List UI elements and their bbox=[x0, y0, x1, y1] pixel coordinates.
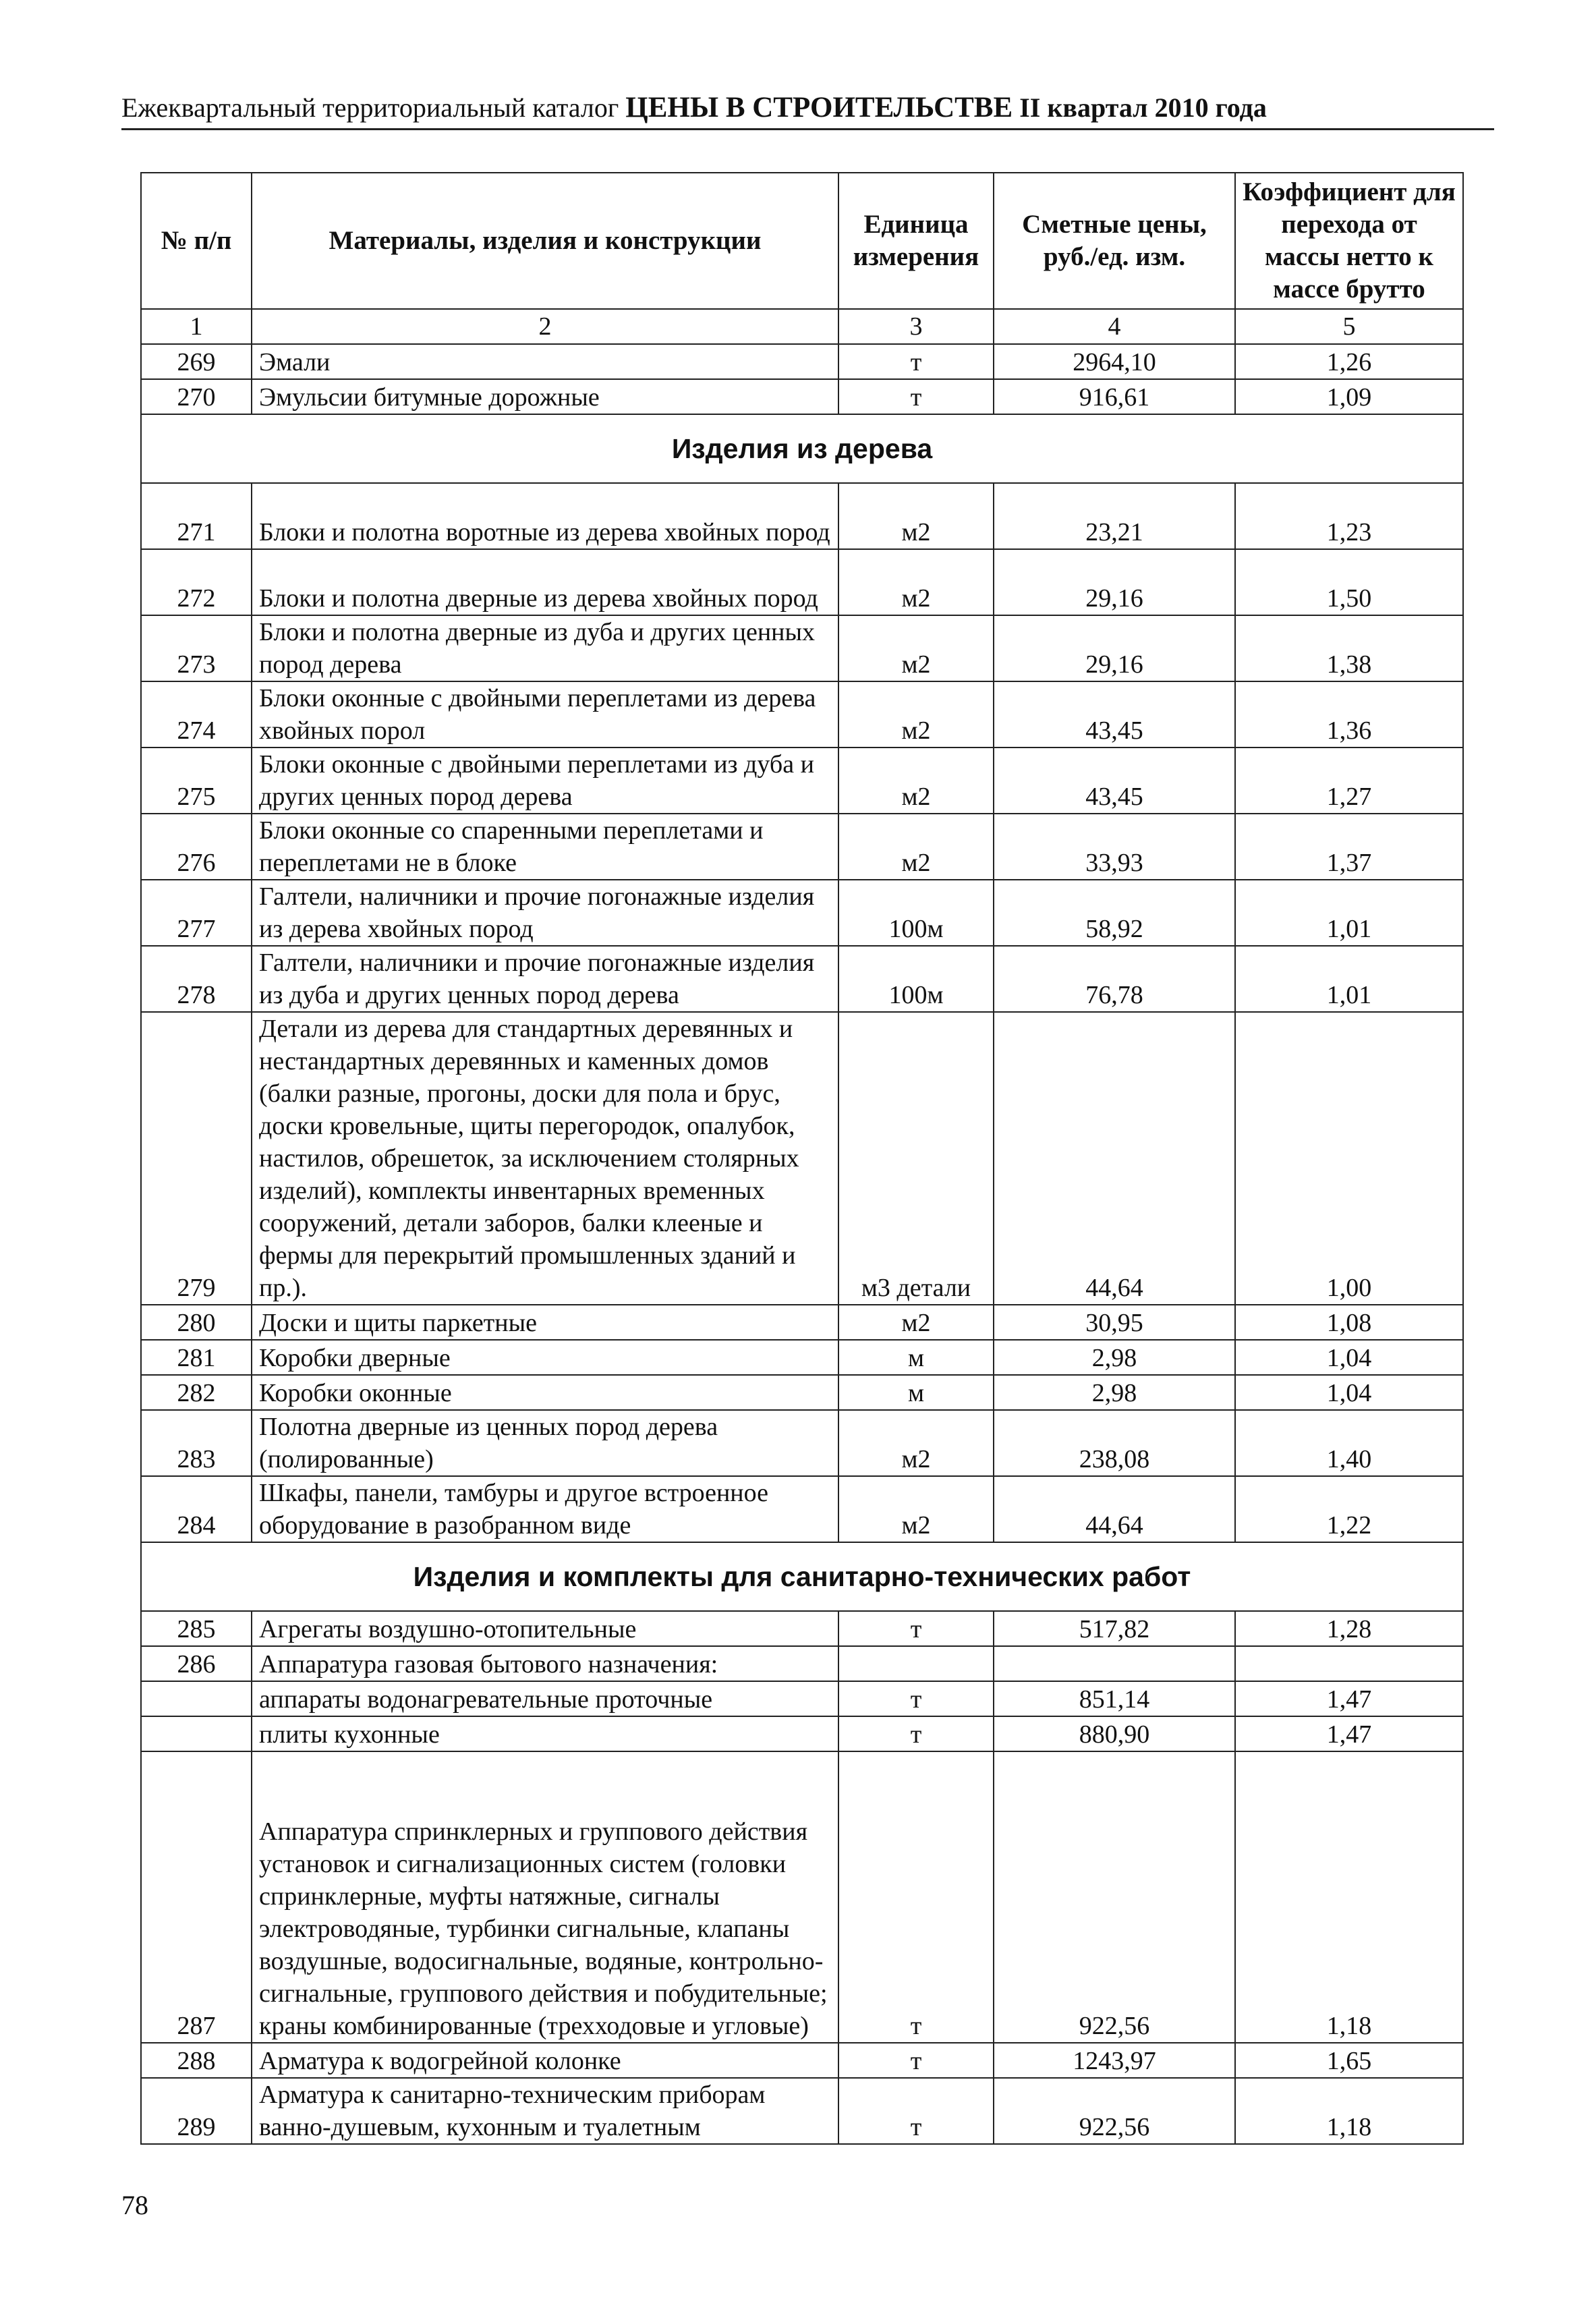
item-name: Шкафы, панели, тамбуры и другое встроенное оборудование в разобранном виде bbox=[252, 1476, 838, 1542]
section-title: Изделия и комплекты для санитарно-технических работ bbox=[141, 1542, 1463, 1611]
item-name: Аппаратура спринклерных и группового действия установок и сигнализационных систем (головки спринклерные, муфты натяжные, сигналы электроводяные, турбинки сигнальные, клапаны воздушные, водосигнальные, водяные, контрольно-сигнальные, группового действия и побудительные; краны комбинированные (трехходовые и угловые) bbox=[252, 1751, 838, 2043]
item-unit: м2 bbox=[838, 748, 994, 814]
section-title: Изделия из дерева bbox=[141, 414, 1463, 483]
item-unit: м2 bbox=[838, 1305, 994, 1340]
item-price: 517,82 bbox=[994, 1611, 1235, 1646]
column-number: 1 bbox=[141, 309, 252, 344]
table-row bbox=[141, 344, 1463, 379]
item-coefficient: 1,08 bbox=[1235, 1305, 1463, 1340]
item-number: 276 bbox=[141, 814, 252, 880]
item-unit: м2 bbox=[838, 483, 994, 549]
table-row bbox=[141, 748, 1463, 814]
item-number: 281 bbox=[141, 1340, 252, 1375]
item-name: Коробки дверные bbox=[252, 1340, 838, 1375]
table-row bbox=[141, 946, 1463, 1012]
item-coefficient: 1,01 bbox=[1235, 946, 1463, 1012]
column-number: 5 bbox=[1235, 309, 1463, 344]
item-price: 23,21 bbox=[994, 483, 1235, 549]
item-coefficient bbox=[1235, 1646, 1463, 1681]
item-coefficient: 1,23 bbox=[1235, 483, 1463, 549]
item-price: 922,56 bbox=[994, 1751, 1235, 2043]
item-unit: т bbox=[838, 2078, 994, 2144]
table-row bbox=[141, 1375, 1463, 1410]
table-row bbox=[141, 880, 1463, 946]
item-name: Арматура к водогрейной колонке bbox=[252, 2043, 838, 2078]
item-unit: м3 детали bbox=[838, 1012, 994, 1305]
item-price: 43,45 bbox=[994, 681, 1235, 748]
item-price: 43,45 bbox=[994, 748, 1235, 814]
item-unit: м2 bbox=[838, 1410, 994, 1476]
table-row bbox=[141, 1012, 1463, 1305]
item-name: Блоки оконные со спаренными переплетами и переплетами не в блоке bbox=[252, 814, 838, 880]
item-name: Детали из дерева для стандартных деревянных и нестандартных деревянных и каменных домов (балки разные, прогоны, доски для пола и брус, доски кровельные, щиты перегородок, опалубок, настилов, обрешеток, за исключением столярных изделий), комплекты инвентарных временных сооружений, детали заборов, балки клееные и фермы для перекрытий промышленных зданий и пр.). bbox=[252, 1012, 838, 1305]
catalog-prefix: Ежеквартальный территориальный каталог bbox=[121, 92, 619, 123]
table-row bbox=[141, 1611, 1463, 1646]
item-name: Аппаратура газовая бытового назначения: bbox=[252, 1646, 838, 1681]
column-number: 4 bbox=[994, 309, 1235, 344]
item-number: 285 bbox=[141, 1611, 252, 1646]
item-price: 29,16 bbox=[994, 549, 1235, 615]
item-name: Блоки оконные с двойными переплетами из дуба и других ценных пород дерева bbox=[252, 748, 838, 814]
item-unit: м2 bbox=[838, 1476, 994, 1542]
item-name: Галтели, наличники и прочие погонажные изделия из дерева хвойных пород bbox=[252, 880, 838, 946]
item-price: 58,92 bbox=[994, 880, 1235, 946]
item-price: 922,56 bbox=[994, 2078, 1235, 2144]
item-coefficient: 1,28 bbox=[1235, 1611, 1463, 1646]
item-coefficient: 1,00 bbox=[1235, 1012, 1463, 1305]
item-coefficient: 1,26 bbox=[1235, 344, 1463, 379]
catalog-period: II квартал 2010 года bbox=[1019, 92, 1267, 123]
item-coefficient: 1,47 bbox=[1235, 1681, 1463, 1716]
item-price: 1243,97 bbox=[994, 2043, 1235, 2078]
item-price: 880,90 bbox=[994, 1716, 1235, 1751]
item-coefficient: 1,27 bbox=[1235, 748, 1463, 814]
table-row bbox=[141, 1681, 1463, 1716]
item-name: плиты кухонные bbox=[252, 1716, 838, 1751]
table-row bbox=[141, 1410, 1463, 1476]
item-unit: т bbox=[838, 1611, 994, 1646]
price-table bbox=[140, 172, 1464, 2145]
item-price: 2964,10 bbox=[994, 344, 1235, 379]
item-price: 33,93 bbox=[994, 814, 1235, 880]
item-coefficient: 1,04 bbox=[1235, 1340, 1463, 1375]
section-row bbox=[141, 1542, 1463, 1611]
column-number-row bbox=[141, 309, 1463, 344]
item-unit: т bbox=[838, 2043, 994, 2078]
table-row bbox=[141, 615, 1463, 681]
item-name: Эмульсии битумные дорожные bbox=[252, 379, 838, 414]
item-name: Коробки оконные bbox=[252, 1375, 838, 1410]
running-header bbox=[121, 88, 1511, 128]
item-coefficient: 1,40 bbox=[1235, 1410, 1463, 1476]
item-coefficient: 1,65 bbox=[1235, 2043, 1463, 2078]
item-unit: 100м bbox=[838, 946, 994, 1012]
table-row bbox=[141, 379, 1463, 414]
item-number: 277 bbox=[141, 880, 252, 946]
item-coefficient: 1,36 bbox=[1235, 681, 1463, 748]
item-coefficient: 1,22 bbox=[1235, 1476, 1463, 1542]
item-number: 282 bbox=[141, 1375, 252, 1410]
item-unit: т bbox=[838, 344, 994, 379]
item-unit: т bbox=[838, 379, 994, 414]
item-price: 44,64 bbox=[994, 1012, 1235, 1305]
item-number: 289 bbox=[141, 2078, 252, 2144]
item-unit: 100м bbox=[838, 880, 994, 946]
item-price bbox=[994, 1646, 1235, 1681]
item-price: 76,78 bbox=[994, 946, 1235, 1012]
item-price: 44,64 bbox=[994, 1476, 1235, 1542]
table-body bbox=[141, 309, 1463, 2144]
item-coefficient: 1,18 bbox=[1235, 1751, 1463, 2043]
item-name: Эмали bbox=[252, 344, 838, 379]
item-unit: т bbox=[838, 1751, 994, 2043]
item-name: Блоки и полотна воротные из дерева хвойных пород bbox=[252, 483, 838, 549]
item-price: 238,08 bbox=[994, 1410, 1235, 1476]
item-name: Блоки и полотна дверные из дерева хвойных пород bbox=[252, 549, 838, 615]
item-price: 2,98 bbox=[994, 1375, 1235, 1410]
item-number bbox=[141, 1681, 252, 1716]
item-name: Галтели, наличники и прочие погонажные изделия из дуба и других ценных пород дерева bbox=[252, 946, 838, 1012]
item-coefficient: 1,38 bbox=[1235, 615, 1463, 681]
item-coefficient: 1,18 bbox=[1235, 2078, 1463, 2144]
item-coefficient: 1,47 bbox=[1235, 1716, 1463, 1751]
item-unit: м2 bbox=[838, 814, 994, 880]
col-header-unit: Единица измерения bbox=[838, 173, 994, 309]
table-header-row bbox=[141, 173, 1463, 309]
table-row bbox=[141, 1716, 1463, 1751]
item-number: 269 bbox=[141, 344, 252, 379]
col-header-coefficient: Коэффициент для перехода от массы нетто к массе брутто bbox=[1235, 173, 1463, 309]
col-header-materials: Материалы, изделия и конструкции bbox=[252, 173, 838, 309]
item-number: 273 bbox=[141, 615, 252, 681]
item-price: 29,16 bbox=[994, 615, 1235, 681]
table-row bbox=[141, 1646, 1463, 1681]
col-header-number: № п/п bbox=[141, 173, 252, 309]
item-number: 271 bbox=[141, 483, 252, 549]
item-unit: м bbox=[838, 1375, 994, 1410]
item-number: 288 bbox=[141, 2043, 252, 2078]
item-number: 278 bbox=[141, 946, 252, 1012]
item-unit: м bbox=[838, 1340, 994, 1375]
item-name: аппараты водонагревательные проточные bbox=[252, 1681, 838, 1716]
page-number: 78 bbox=[121, 2190, 148, 2220]
item-number: 270 bbox=[141, 379, 252, 414]
item-unit: м2 bbox=[838, 681, 994, 748]
table-row bbox=[141, 483, 1463, 549]
item-coefficient: 1,50 bbox=[1235, 549, 1463, 615]
item-unit: м2 bbox=[838, 549, 994, 615]
item-unit bbox=[838, 1646, 994, 1681]
item-price: 30,95 bbox=[994, 1305, 1235, 1340]
item-number: 284 bbox=[141, 1476, 252, 1542]
item-unit: т bbox=[838, 1681, 994, 1716]
item-number: 280 bbox=[141, 1305, 252, 1340]
item-unit: т bbox=[838, 1716, 994, 1751]
item-number: 274 bbox=[141, 681, 252, 748]
item-unit: м2 bbox=[838, 615, 994, 681]
section-row bbox=[141, 414, 1463, 483]
item-name: Доски и щиты паркетные bbox=[252, 1305, 838, 1340]
item-number: 272 bbox=[141, 549, 252, 615]
item-number: 287 bbox=[141, 1751, 252, 2043]
item-number: 275 bbox=[141, 748, 252, 814]
item-number: 283 bbox=[141, 1410, 252, 1476]
item-price: 916,61 bbox=[994, 379, 1235, 414]
table-row bbox=[141, 1476, 1463, 1542]
item-name: Арматура к санитарно-техническим приборам ванно-душевым, кухонным и туалетным bbox=[252, 2078, 838, 2144]
item-coefficient: 1,04 bbox=[1235, 1375, 1463, 1410]
item-price: 2,98 bbox=[994, 1340, 1235, 1375]
item-name: Блоки оконные с двойными переплетами из дерева хвойных порол bbox=[252, 681, 838, 748]
column-number: 2 bbox=[252, 309, 838, 344]
table-row bbox=[141, 681, 1463, 748]
table-row bbox=[141, 2043, 1463, 2078]
item-name: Полотна дверные из ценных пород дерева (полированные) bbox=[252, 1410, 838, 1476]
item-price: 851,14 bbox=[994, 1681, 1235, 1716]
item-number: 279 bbox=[141, 1012, 252, 1305]
table-row bbox=[141, 1751, 1463, 2043]
col-header-price: Сметные цены, руб./ед. изм. bbox=[994, 173, 1235, 309]
item-name: Блоки и полотна дверные из дуба и других ценных пород дерева bbox=[252, 615, 838, 681]
item-number bbox=[141, 1716, 252, 1751]
item-number: 286 bbox=[141, 1646, 252, 1681]
header-rule bbox=[121, 128, 1494, 130]
table-row bbox=[141, 1305, 1463, 1340]
item-coefficient: 1,01 bbox=[1235, 880, 1463, 946]
table-row bbox=[141, 2078, 1463, 2144]
item-name: Агрегаты воздушно-отопительные bbox=[252, 1611, 838, 1646]
item-coefficient: 1,37 bbox=[1235, 814, 1463, 880]
column-number: 3 bbox=[838, 309, 994, 344]
table-row bbox=[141, 814, 1463, 880]
catalog-title: ЦЕНЫ В СТРОИТЕЛЬСТВЕ bbox=[625, 92, 1013, 123]
table-row bbox=[141, 549, 1463, 615]
table-row bbox=[141, 1340, 1463, 1375]
item-coefficient: 1,09 bbox=[1235, 379, 1463, 414]
